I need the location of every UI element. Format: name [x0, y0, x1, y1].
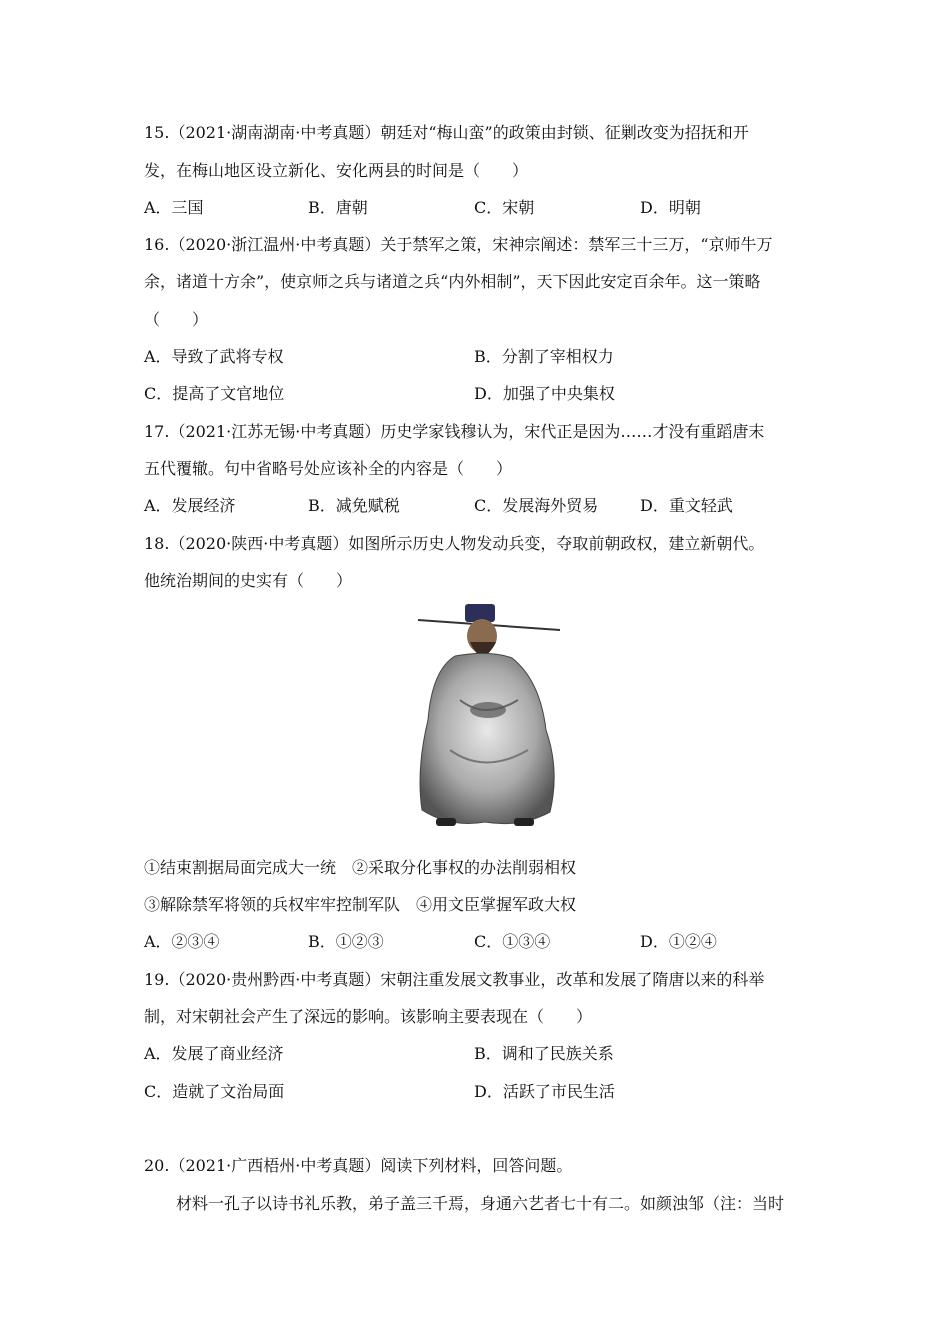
- q20-material-line1: 材料一孔子以诗书礼乐教，弟子盖三千焉，身通六艺者七十有二。如颜浊邹（注：当时: [176, 1194, 785, 1213]
- q17-option-b[interactable]: B．减免赋税: [308, 496, 400, 515]
- q19-stem-line1: 19.（2020·贵州黔西·中考真题）宋朝注重发展文教事业，改革和发展了隋唐以来的科举: [144, 970, 765, 989]
- q16-option-d[interactable]: D．加强了中央集权: [474, 384, 615, 403]
- q17-stem-line1: 17.（2021·江苏无锡·中考真题）历史学家钱穆认为，宋代正是因为……才没有重蹈唐末: [144, 422, 765, 441]
- q19-stem-line2: 制，对宋朝社会产生了深远的影响。该影响主要表现在（ ）: [144, 1007, 593, 1026]
- q15-option-a[interactable]: A．三国: [144, 198, 204, 217]
- q18-statement-line1: ①结束割据局面完成大一统 ②采取分化事权的办法削弱相权: [144, 858, 577, 877]
- q16-option-b[interactable]: B．分割了宰相权力: [474, 347, 614, 366]
- q18-stem-line2: 他统治期间的史实有（ ）: [144, 571, 353, 590]
- q15-option-d[interactable]: D．明朝: [640, 198, 701, 217]
- q18-option-b[interactable]: B．①②③: [308, 932, 384, 951]
- q16-stem-line1: 16.（2020·浙江温州·中考真题）关于禁军之策，宋神宗阐述：禁军三十三万，“京师牛万: [144, 235, 773, 254]
- q16-stem-line2: 余，诸道十方余”，使京师之兵与诸道之兵“内外相制”，天下因此安定百余年。这一策略: [144, 272, 761, 291]
- q15-stem-line1: 15.（2021·湖南湖南·中考真题）朝廷对“梅山蛮”的政策由封锁、征剿改变为招抚和开: [144, 123, 749, 142]
- q18-statement-line2: ③解除禁军将领的兵权牢牢控制军队 ④用文臣掌握军政大权: [144, 895, 577, 914]
- q17-option-d[interactable]: D．重文轻武: [640, 496, 733, 515]
- q17-option-a[interactable]: A．发展经济: [144, 496, 236, 515]
- q18-stem-line1: 18.（2020·陕西·中考真题）如图所示历史人物发动兵变，夺取前朝政权，建立新朝代。: [144, 534, 765, 553]
- q18-option-a[interactable]: A．②③④: [144, 932, 220, 951]
- q19-option-d[interactable]: D．活跃了市民生活: [474, 1082, 615, 1101]
- q15-stem-line2: 发，在梅山地区设立新化、安化两县的时间是（ ）: [144, 161, 529, 180]
- q18-option-c[interactable]: C．①③④: [474, 932, 551, 951]
- q17-stem-line2: 五代覆辙。句中省略号处应该补全的内容是（ ）: [144, 459, 513, 478]
- q19-option-a[interactable]: A．发展了商业经济: [144, 1044, 284, 1063]
- q17-option-c[interactable]: C．发展海外贸易: [474, 496, 599, 515]
- q15-option-b[interactable]: B．唐朝: [308, 198, 368, 217]
- q18-option-d[interactable]: D．①②④: [640, 932, 717, 951]
- q19-option-c[interactable]: C．造就了文治局面: [144, 1082, 285, 1101]
- q16-option-a[interactable]: A．导致了武将专权: [144, 347, 284, 366]
- q19-option-b[interactable]: B．调和了民族关系: [474, 1044, 614, 1063]
- q16-stem-line3: （ ）: [144, 310, 209, 329]
- historical-figure-portrait: [410, 600, 560, 832]
- q15-option-c[interactable]: C．宋朝: [474, 198, 535, 217]
- q20-stem-line1: 20.（2021·广西梧州·中考真题）阅读下列材料，回答问题。: [144, 1156, 573, 1175]
- q16-option-c[interactable]: C．提高了文官地位: [144, 384, 285, 403]
